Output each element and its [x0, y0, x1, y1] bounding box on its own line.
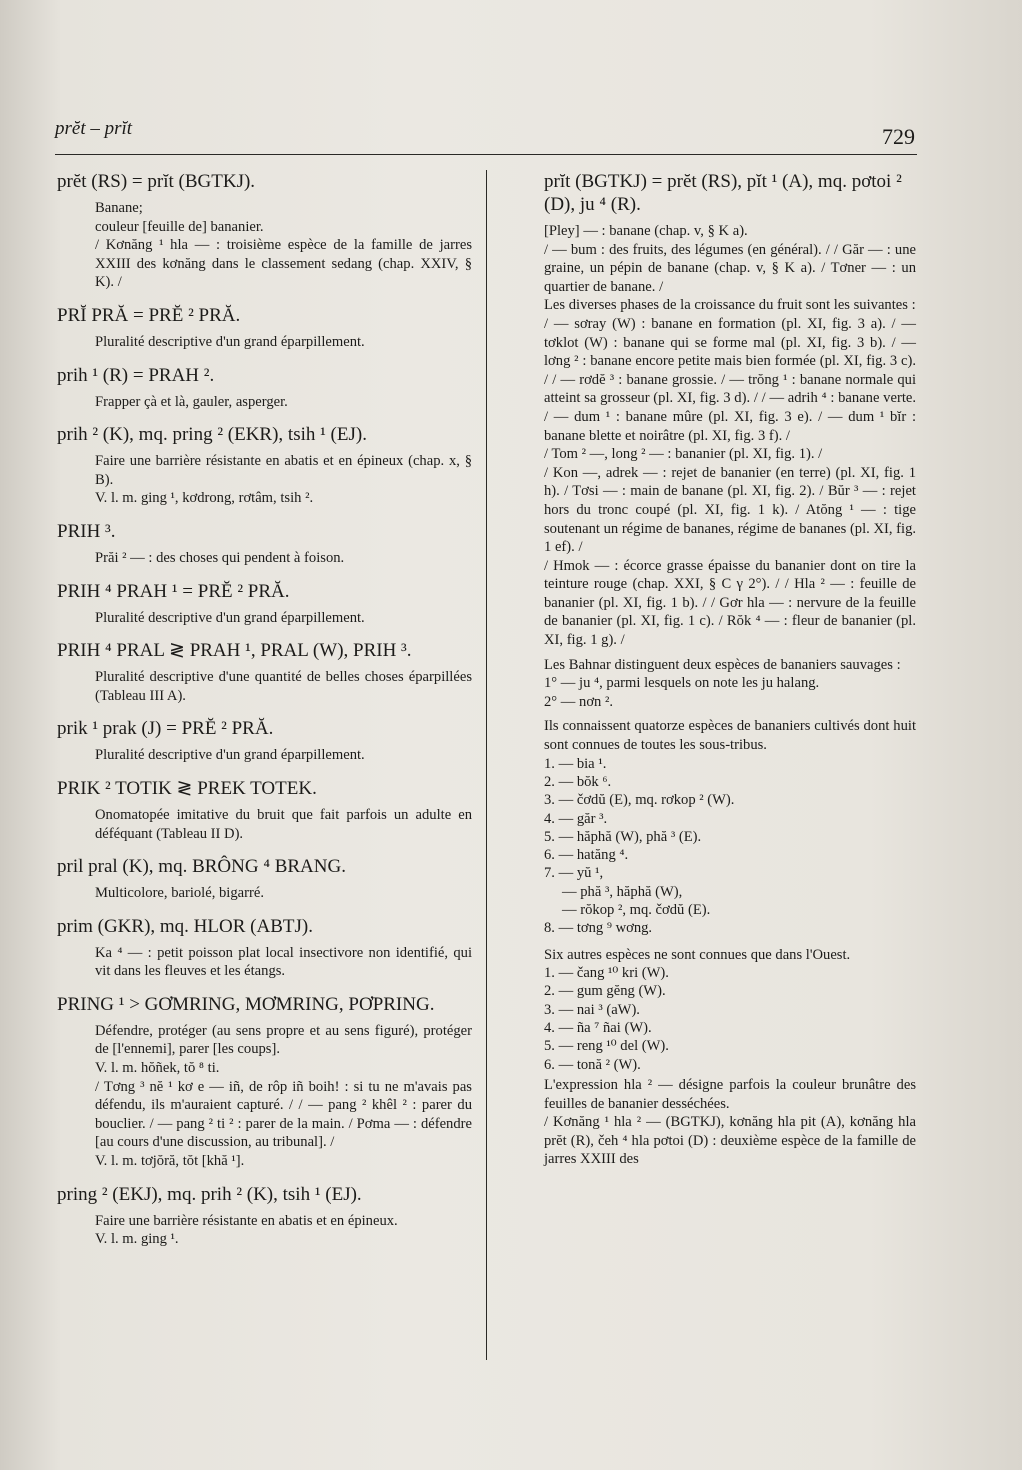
paragraph: Ils connaissent quatorze espèces de bananiers cultivés dont huit sont connues de toutes les sous-tribus. — [544, 718, 916, 754]
paragraph: Les diverses phases de la croissance du fruit sont les suivantes : — [544, 297, 916, 314]
entry-headword: prih ² (K), mq. pring ² (EKR), tsih ¹ (EJ). — [57, 424, 367, 446]
definition-line: Faire une barrière résistante en abatis et en épineux (chap. x, § B). — [95, 453, 472, 488]
dictionary-entry — [57, 520, 472, 568]
closing-paragraphs — [544, 1076, 916, 1169]
definition-line: / Tơng ³ nĕ ¹ kơ e — iñ, de rôp iñ boih! : si tu ne m'avais pas défendu, ils m'auraient capturé. / / — pang ² khêl ² : parer du bouclier. / — pang ² ti ² : parer de la main. / Pơma — : défendre [au cours d'une discussion, au tribunal]. / — [95, 1078, 472, 1151]
entry-headword: PRĬ PRĂ = PRĔ ² PRĂ. — [57, 304, 241, 326]
entry-definition — [95, 1212, 472, 1249]
entry-definition — [95, 333, 472, 352]
paragraph: / Tom ² —, long ² — : bananier (pl. XI, fig. 1). / — [544, 446, 823, 463]
definition-line: Pluralité descriptive d'une quantité de belles choses éparpillées (Tableau III A). — [95, 669, 472, 704]
dictionary-entry — [57, 855, 472, 903]
dictionary-entry — [57, 777, 472, 843]
left-column — [57, 170, 472, 1261]
mid-paragraph — [544, 946, 916, 965]
definition-line: Pluralité descriptive d'un grand éparpillement. — [95, 747, 365, 764]
entry-headword: prih ¹ (R) = PRAH ². — [57, 364, 215, 386]
entry-headword: PRIH ³. — [57, 520, 116, 542]
dictionary-entry — [57, 993, 472, 1171]
list-item: 3. — čơdŭ (E), mq. rơkop ² (W). — [544, 792, 735, 809]
paragraph: L'expression hla ² — désigne parfois la couleur brunâtre des feuilles de bananier desséchées. — [544, 1076, 916, 1112]
species-list-a — [544, 755, 916, 938]
dictionary-entry — [57, 423, 472, 508]
dictionary-entry — [57, 639, 472, 705]
entry-definition — [95, 884, 472, 903]
entry-definition — [95, 806, 472, 843]
definition-line: / Kơnăng ¹ hla — : troisième espèce de la famille de jarres XXIII des kơnăng dans le classement sedang (chap. XXIV, § K). / — [95, 237, 472, 291]
column-divider — [486, 170, 487, 1360]
dictionary-entry — [57, 1183, 472, 1249]
entry-definition — [95, 199, 472, 292]
list-item: — rŏkop ², mq. čơdŭ (E). — [562, 902, 711, 918]
dictionary-entry — [57, 304, 472, 352]
entry-headword: pril pral (K), mq. BRÔNG ⁴ BRANG. — [57, 856, 346, 878]
list-item: 4. — găr ³. — [544, 810, 608, 827]
list-item: 2. — gum gĕng (W). — [544, 983, 666, 1000]
dictionary-entry — [57, 915, 472, 981]
dictionary-entry — [57, 364, 472, 412]
entry-definition — [95, 549, 472, 568]
list-item: 5. — hăphă (W), phă ³ (E). — [544, 828, 702, 845]
paragraph: / — bum : des fruits, des légumes (en général). / / Găr — : une graine, un pépin de banane (chap. v, § K a). / Tơner — : un quartier de banane. / — [544, 241, 916, 295]
definition-line: Pluralité descriptive d'un grand éparpillement. — [95, 333, 365, 350]
paragraph: 2° — nơn ². — [544, 693, 614, 710]
dictionary-entry — [57, 717, 472, 765]
list-item: 8. — tơng ⁹ wơng. — [544, 920, 653, 937]
definition-line: Banane; — [95, 200, 143, 216]
definition-line: Onomatopée imitative du bruit que fait parfois un adulte en déféquant (Tableau II D). — [95, 806, 472, 842]
list-item: 2. — bŏk ⁶. — [544, 773, 612, 790]
definition-line: Défendre, protéger (au sens propre et au sens figuré), protéger de [l'ennemi], parer [les coups]. — [95, 1022, 472, 1058]
paragraph: 1° — ju ⁴, parmi lesquels on note les ju halang. — [544, 675, 820, 692]
definition-line: V. l. m. ging ¹. — [95, 1231, 179, 1248]
definition-line: Ka ⁴ — : petit poisson plat local insectivore non identifié, qui vit dans les fleuves et les étangs. — [95, 944, 472, 980]
entry-definition — [544, 222, 916, 755]
entry-headword: PRIK ² TOTIK ≷ PREK TOTEK. — [57, 777, 317, 799]
definition-line: Multicolore, bariolé, bigarré. — [95, 885, 264, 902]
paragraph: / Kơnăng ¹ hla ² — (BGTKJ), kơnăng hla pit (A), kơnăng hla prĕt (R), čeh ⁴ hla pơtoi (D) : deuxième espèce de la famille de jarres XXIII des — [544, 1114, 916, 1168]
entry-headword: PRING ¹ > GƠMRING, MƠMRING, PƠPRING. — [57, 993, 435, 1015]
entry-definition — [95, 668, 472, 705]
definition-line: Frapper çà et là, gauler, asperger. — [95, 393, 288, 410]
list-item: 7. — yŭ ¹, — [544, 865, 604, 882]
paragraph: Six autres espèces ne sont connues que dans l'Ouest. — [544, 946, 851, 963]
definition-line: Prăi ² — : des choses qui pendent à foison. — [95, 549, 345, 566]
page-header — [55, 118, 917, 155]
entry-headword: prĭt (BGTKJ) = prĕt (RS), pĭt ¹ (A), mq. pơtoi ² (D), ju ⁴ (R). — [544, 171, 902, 215]
definition-line: Faire une barrière résistante en abatis et en épineux. — [95, 1212, 398, 1229]
entry-definition — [95, 1022, 472, 1171]
list-item: — phă ³, hăphă (W), — [562, 883, 683, 900]
paragraph: / — sơray (W) : banane en formation (pl. XI, fig. 3 a). / — tơklot (W) : banane qui se forme mal (pl. XI, fig. 3 b). / — lơng ² : banane encore petite mais bien formée (pl. XI, fig. 3 c). / / — rơdĕ ³ : banane grossie. / — trŏng ¹ : banane normale qui atteint sa grosseur (pl. XI, fig. 3 d). / / — adrih ⁴ : banane verte. / — dum ¹ : banane mûre (pl. XI, fig. 3 e). / — dum ¹ bĭr : banane blette et noirâtre (pl. XI, fig. 3 f). / — [544, 315, 916, 444]
running-head: prĕt – prĭt — [55, 118, 133, 139]
entry-headword: prik ¹ prak (J) = PRĔ ² PRĂ. — [57, 718, 274, 740]
entry-headword: PRIH ⁴ PRAH ¹ = PRĔ ² PRĂ. — [57, 580, 290, 602]
paragraph: Les Bahnar distinguent deux espèces de bananiers sauvages : — [544, 656, 901, 673]
entry-definition — [95, 393, 472, 412]
dictionary-entry — [57, 170, 472, 292]
definition-line: V. l. m. hŏñek, tŏ ⁸ ti. — [95, 1060, 220, 1077]
entry-headword: prĕt (RS) = prĭt (BGTKJ). — [57, 171, 256, 192]
entry-headword: prim (GKR), mq. HLOR (ABTJ). — [57, 915, 313, 937]
paragraph: / Kon —, adrek — : rejet de bananier (en terre) (pl. XI, fig. 1 h). / Tơsi — : main de banane (pl. XI, fig. 2). / Bŭr ³ — : rejet hors du tronc coupé (pl. XI, fig. 1 k). / Atŏng ¹ — : tige soutenant un régime de bananes, régime de bananes (pl. XI, fig. 1 ef). / — [544, 464, 917, 556]
list-item: 6. — tonă ² (W). — [544, 1056, 641, 1073]
species-list-b — [544, 964, 916, 1074]
list-item: 6. — hatăng ⁴. — [544, 847, 629, 864]
list-item: 5. — reng ¹⁰ del (W). — [544, 1038, 669, 1055]
list-item: 4. — ña ⁷ ñai (W). — [544, 1020, 652, 1037]
dictionary-entry — [57, 580, 472, 628]
list-item: 1. — čang ¹⁰ kri (W). — [544, 965, 669, 982]
definition-line: couleur [feuille de] bananier. — [95, 218, 264, 235]
right-column — [544, 170, 916, 1169]
definition-line: V. l. m. tơjŏră, tŏt [khă ¹]. — [95, 1153, 245, 1170]
list-item: 3. — nai ³ (aW). — [544, 1001, 640, 1018]
entry-definition — [95, 609, 472, 628]
entry-definition — [95, 746, 472, 765]
page-number: 729 — [882, 124, 915, 149]
paragraph: / Hmok — : écorce grasse épaisse du bananier dont on tire la teinture rouge (chap. XXI, § C γ 2°). / / Hla ² — : feuille de bananier (pl. XI, fig. 1 b). / / Gơr hla — : nervure de la feuille de bananier (pl. XI, fig. 1 c). / Rŏk ⁴ — : fleur de bananier (pl. XI, fig. 1 g). / — [544, 557, 916, 649]
entry-definition — [95, 452, 472, 508]
paragraph: [Pley] — : banane (chap. v, § K a). — [544, 223, 748, 239]
entry-headword: pring ² (EKJ), mq. prih ² (K), tsih ¹ (EJ). — [57, 1183, 362, 1205]
definition-line: Pluralité descriptive d'un grand éparpillement. — [95, 609, 365, 626]
entry-headword: PRIH ⁴ PRAL ≷ PRAH ¹, PRAL (W), PRIH ³. — [57, 640, 412, 662]
entry-definition — [95, 944, 472, 981]
definition-line: V. l. m. ging ¹, kơdrong, rơtâm, tsih ². — [95, 490, 314, 507]
list-item: 1. — bia ¹. — [544, 755, 607, 772]
